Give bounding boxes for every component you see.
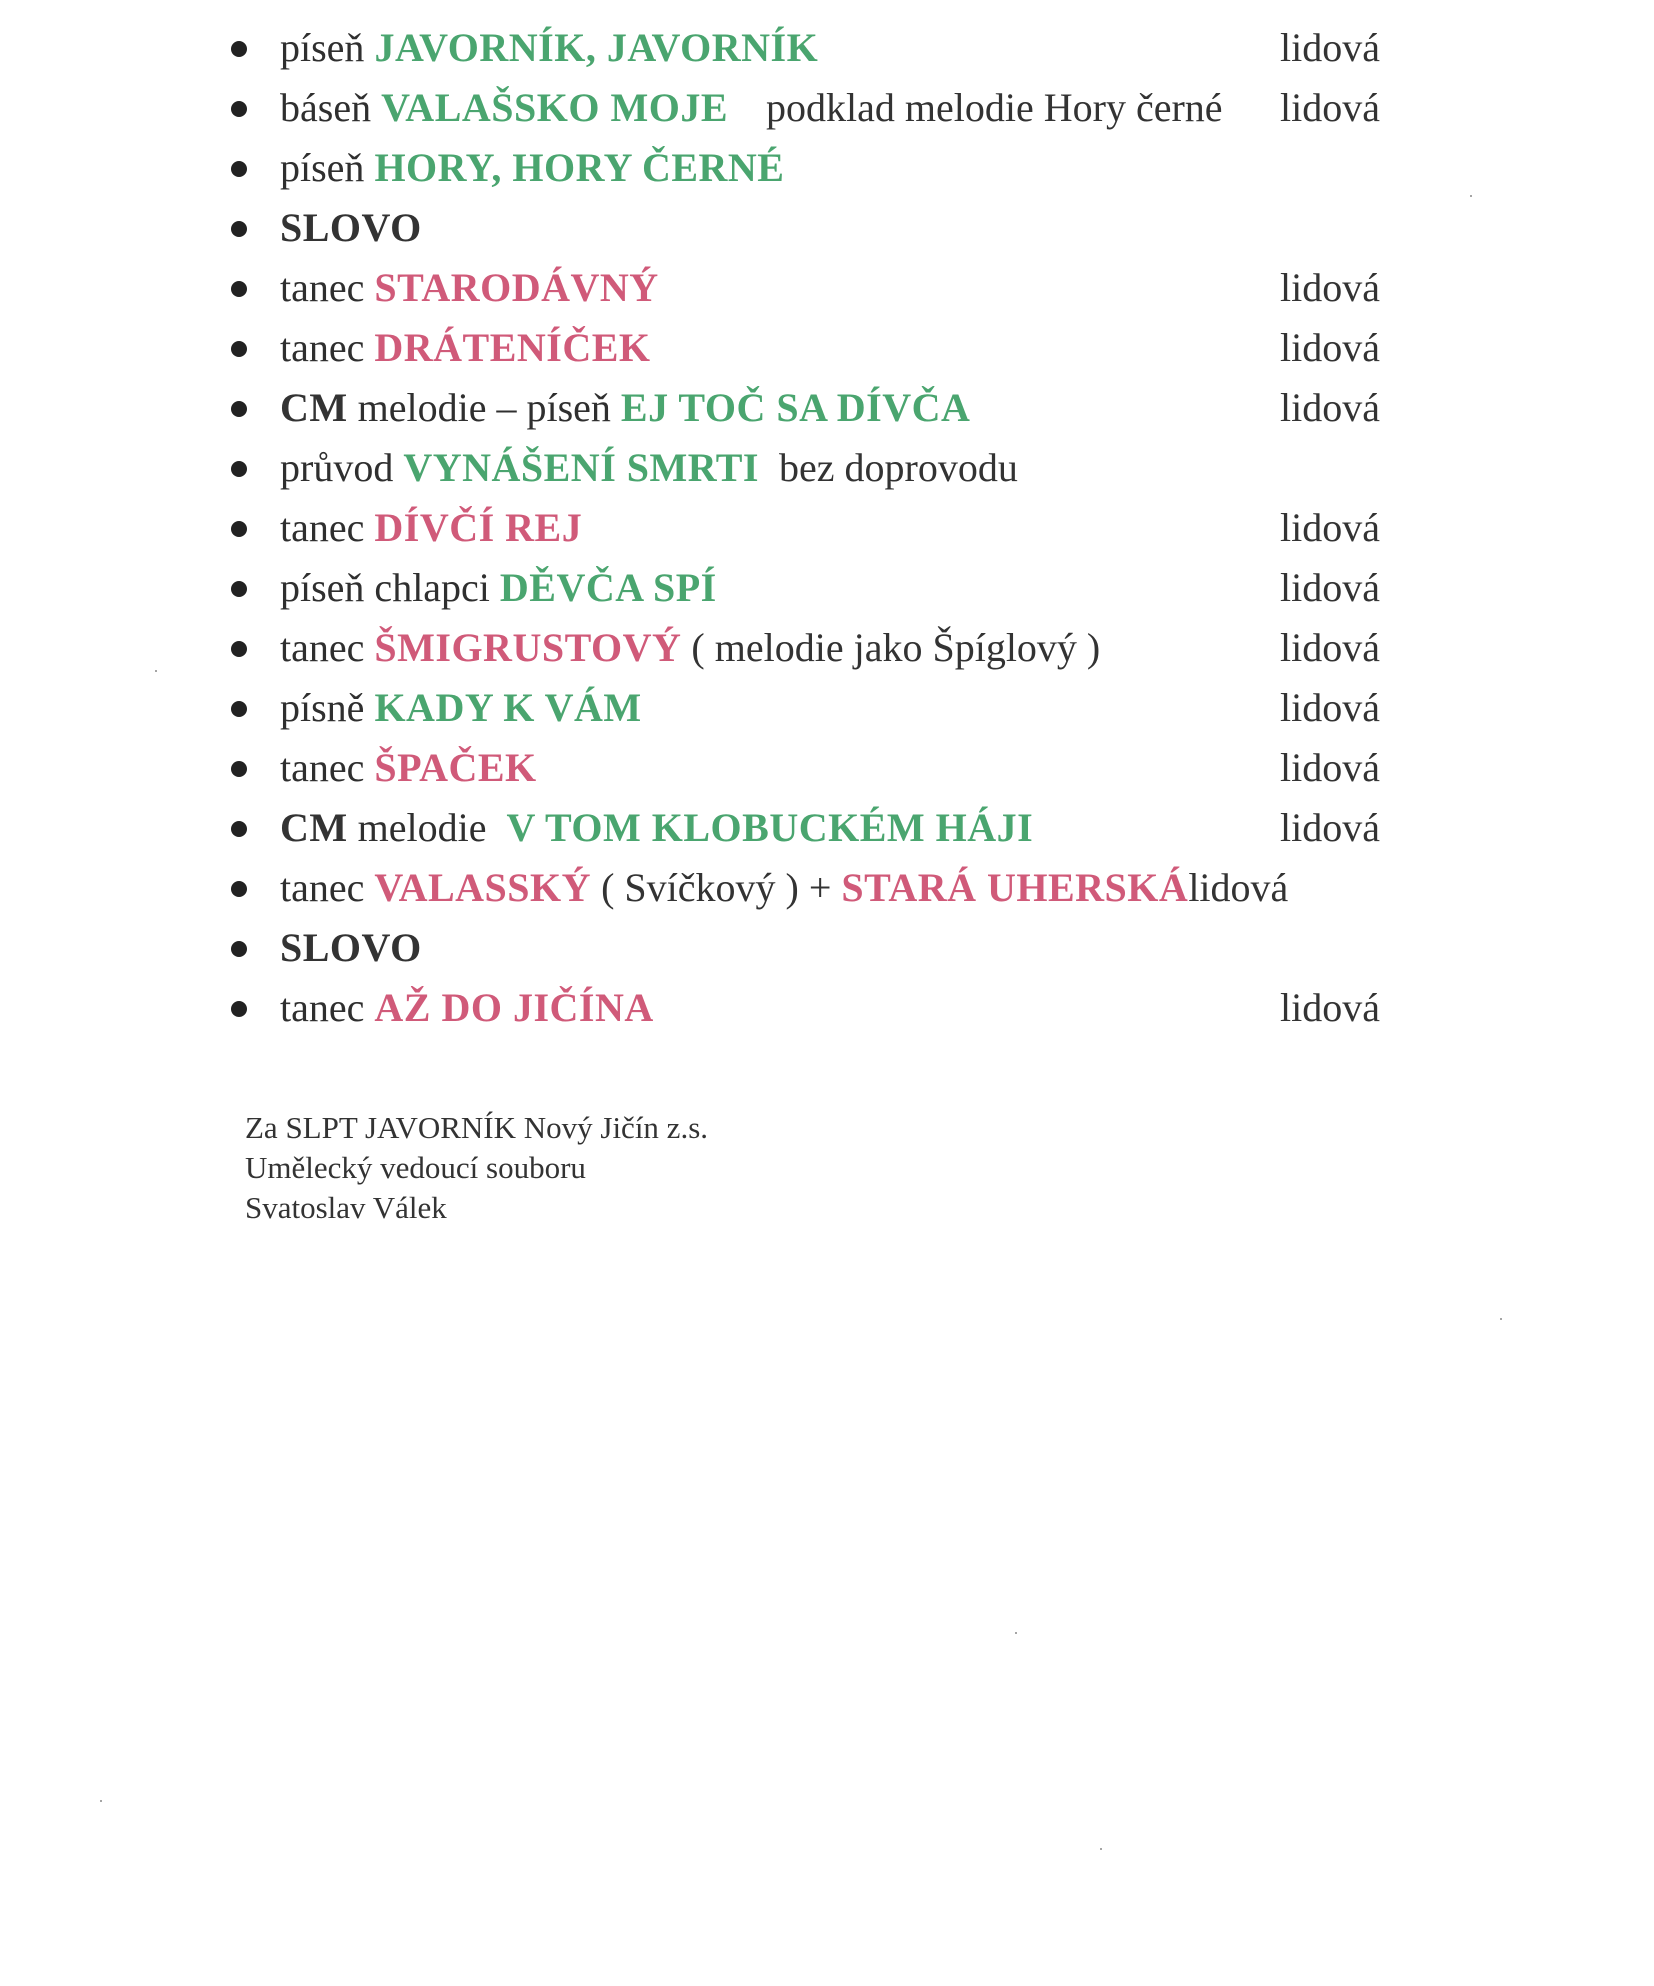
- item-type: tanec: [280, 625, 365, 670]
- item-title: ŠPAČEK: [374, 745, 537, 790]
- item-type: tanec: [280, 865, 365, 910]
- bullet-icon: [231, 101, 247, 117]
- bullet-icon: [231, 881, 247, 897]
- signature-name: Svatoslav Válek: [245, 1190, 447, 1225]
- item-title: JAVORNÍK, JAVORNÍK: [374, 25, 819, 70]
- item-title: SLOVO: [280, 205, 422, 250]
- bullet-icon: [231, 341, 247, 357]
- item-title: EJ TOČ SA DÍVČA: [620, 385, 971, 430]
- scan-speck: [1500, 1318, 1502, 1320]
- bullet-icon: [231, 461, 247, 477]
- item-type: tanec: [280, 325, 365, 370]
- item-type: písně: [280, 685, 365, 730]
- item-title: KADY K VÁM: [374, 685, 642, 730]
- scan-speck: [1100, 1848, 1102, 1850]
- program-item: [225, 318, 1405, 378]
- item-title: VALAŠSKO MOJE: [381, 85, 729, 130]
- item-origin: lidová: [1280, 25, 1380, 70]
- program-item: [225, 918, 1405, 978]
- program-item: [225, 678, 1405, 738]
- program-item: [225, 438, 1405, 498]
- item-note: ( Svíčkový ) +: [601, 865, 832, 910]
- bullet-icon: [231, 581, 247, 597]
- bullet-icon: [231, 701, 247, 717]
- program-item: [225, 198, 1405, 258]
- program-item: [225, 558, 1405, 618]
- program-item: [225, 498, 1405, 558]
- item-type: melodie: [357, 805, 487, 850]
- item-origin: lidová: [1280, 85, 1380, 130]
- program-item: [225, 618, 1405, 678]
- program-item: [225, 978, 1405, 1038]
- item-type: píseň: [280, 145, 365, 190]
- item-origin: lidová: [1280, 985, 1380, 1030]
- item-origin: lidová: [1280, 565, 1380, 610]
- bullet-icon: [231, 821, 247, 837]
- item-type: píseň: [280, 25, 365, 70]
- item-title: V TOM KLOBUCKÉM HÁJI: [506, 805, 1034, 850]
- item-title: SLOVO: [280, 925, 422, 970]
- item-type: melodie – píseň: [357, 385, 611, 430]
- signature-block: [245, 1108, 708, 1228]
- scan-speck: [1470, 195, 1472, 197]
- scan-speck: [100, 1800, 102, 1802]
- bullet-icon: [231, 161, 247, 177]
- scan-speck: [155, 670, 157, 672]
- item-origin: lidová: [1280, 685, 1380, 730]
- program-item: [225, 18, 1405, 78]
- item-title: DRÁTENÍČEK: [374, 325, 651, 370]
- scan-speck: [1015, 1632, 1017, 1634]
- signature-role: Umělecký vedoucí souboru: [245, 1150, 586, 1185]
- program-item: [225, 258, 1405, 318]
- item-title: AŽ DO JIČÍNA: [374, 985, 654, 1030]
- item-title: VALASSKÝ: [374, 865, 592, 910]
- item-origin: lidová: [1280, 625, 1380, 670]
- program-item: [225, 138, 1405, 198]
- bullet-icon: [231, 41, 247, 57]
- bullet-icon: [231, 221, 247, 237]
- item-note: bez doprovodu: [778, 445, 1018, 490]
- program-item: [225, 78, 1405, 138]
- bullet-icon: [231, 281, 247, 297]
- item-type: tanec: [280, 985, 365, 1030]
- item-title: ŠMIGRUSTOVÝ: [374, 625, 682, 670]
- item-note: podklad melodie Hory černé: [766, 85, 1223, 130]
- item-type: tanec: [280, 265, 365, 310]
- item-note: ( melodie jako Špíglový ): [691, 625, 1101, 670]
- item-type: průvod: [280, 445, 394, 490]
- item-title: DĚVČA SPÍ: [499, 565, 717, 610]
- item-type: báseň: [280, 85, 372, 130]
- signature-organization: Za SLPT JAVORNÍK Nový Jičín z.s.: [245, 1110, 709, 1145]
- program-item: [225, 738, 1405, 798]
- bullet-icon: [231, 641, 247, 657]
- bullet-icon: [231, 521, 247, 537]
- bullet-icon: [231, 401, 247, 417]
- item-type-abbrev: CM: [280, 805, 348, 850]
- item-origin: lidová: [1280, 385, 1380, 430]
- item-type-abbrev: CM: [280, 385, 348, 430]
- item-origin: lidová: [1280, 325, 1380, 370]
- item-origin: lidová: [1280, 505, 1380, 550]
- item-title: STARODÁVNÝ: [374, 265, 659, 310]
- item-origin-inline: lidová: [1188, 865, 1289, 910]
- item-origin: lidová: [1280, 265, 1380, 310]
- item-title: VYNÁŠENÍ SMRTI: [403, 445, 759, 490]
- item-title: DÍVČÍ REJ: [374, 505, 583, 550]
- bullet-icon: [231, 941, 247, 957]
- item-type: píseň chlapci: [280, 565, 490, 610]
- program-item: [225, 378, 1405, 438]
- item-type: tanec: [280, 745, 365, 790]
- item-type: tanec: [280, 505, 365, 550]
- item-title: HORY, HORY ČERNÉ: [374, 145, 785, 190]
- item-title-second: STARÁ UHERSKÁ: [841, 865, 1189, 910]
- item-origin: lidová: [1280, 745, 1380, 790]
- program-item: [225, 798, 1405, 858]
- bullet-icon: [231, 1001, 247, 1017]
- program-item: [225, 858, 1405, 918]
- item-origin: lidová: [1280, 805, 1380, 850]
- bullet-icon: [231, 761, 247, 777]
